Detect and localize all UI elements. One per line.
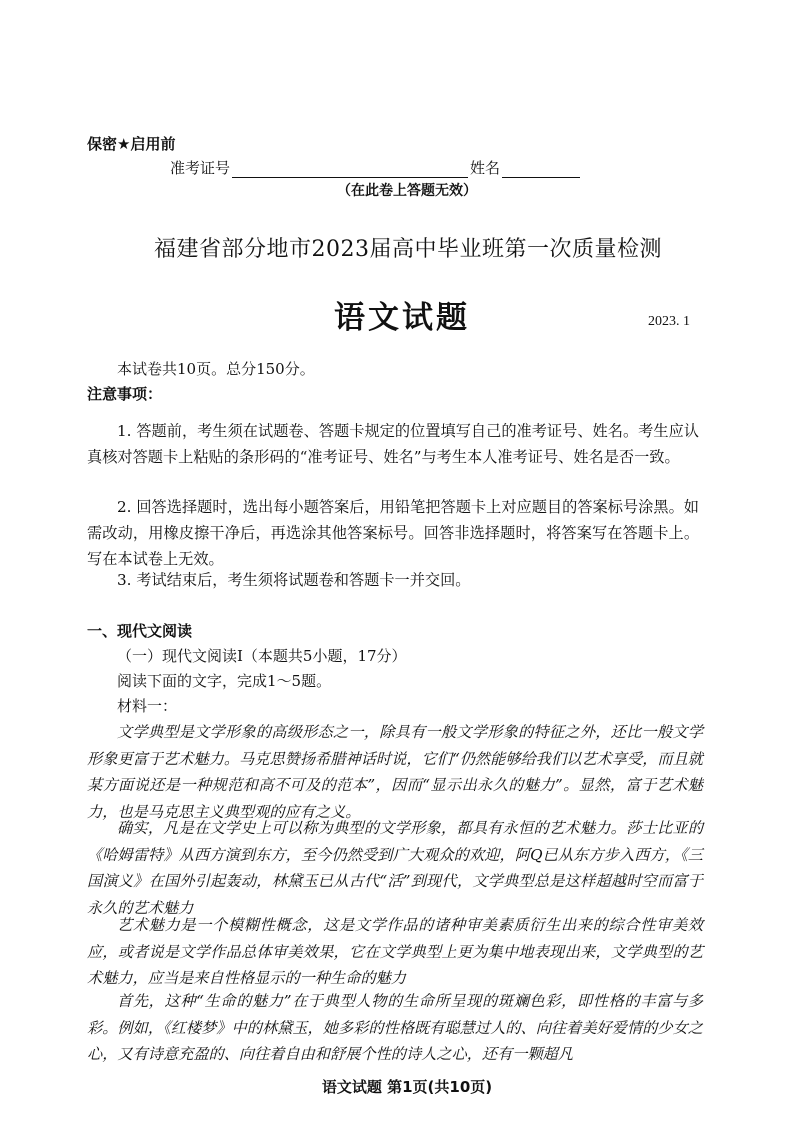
notice-item: 1. 答题前，考生须在试题卷、答题卡规定的位置填写自己的准考证号、姓名。考生应认真核对答题卡上粘贴的条形码的“准考证号、姓名”与考生本人准考证号、姓名是否一致。	[87, 422, 699, 466]
exam-title: 福建省部分地市2023届高中毕业班第一次质量检测	[154, 237, 662, 262]
subject-title: 语文试题	[334, 300, 470, 336]
paper-intro: 本试卷共10页。总分150分。	[117, 360, 315, 378]
notice-item: 2. 回答选择题时，选出每小题答案后，用铅笔把答题卡上对应题目的答案标号涂黑。如需改动，用橡皮擦干净后，再选涂其他答案标号。回答非选择题时，将答案写在答题卡上。写在本试卷上无效。	[87, 498, 699, 568]
page-footer: 语文试题 第1页(共10页)	[321, 1078, 493, 1096]
invalid-answer-note: （在此卷上答题无效）	[337, 183, 477, 199]
material-label: 材料一：	[117, 697, 178, 715]
confidential-label: 保密★启用前	[87, 135, 176, 153]
notice-heading: 注意事项：	[87, 385, 163, 403]
name-field[interactable]	[502, 163, 580, 178]
admission-number-label: 准考证号	[170, 159, 231, 177]
name-label: 姓名	[470, 159, 501, 177]
candidate-info-line	[170, 157, 582, 178]
subsection-title: （一）现代文阅读Ⅰ（本题共5小题，17分）	[117, 647, 407, 665]
exam-date: 2023. 1	[648, 314, 690, 329]
material-paragraph: 确实，凡是在文学史上可以称为典型的文学形象，都具有永恒的艺术魅力。莎士比亚的《哈姆雷特》从西方演到东方，至今仍然受到广大观众的欢迎，阿Q已从东方步入西方，《三国演义》在国外引起轰动，林黛玉已从古代“活”到现代，文学典型总是这样超越时空而富于永久的艺术魅力	[87, 819, 703, 917]
material-paragraph: 首先，这种“生命的魅力”在于典型人物的生命所呈现的斑斓色彩，即性格的丰富与多彩。例如，《红楼梦》中的林黛玉，她多彩的性格既有聪慧过人的、向往着美好爱情的少女之心，又有诗意充盈的、向往着自由和舒展个性的诗人之心，还有一颗超凡	[87, 992, 703, 1063]
material-paragraph: 文学典型是文学形象的高级形态之一，除具有一般文学形象的特征之外，还比一般文学形象更富于艺术魅力。马克思赞扬希腊神话时说，它们“仍然能够给我们以艺术享受，而且就某方面说还是一种规范和高不可及的范本”，因而“显示出永久的魅力”。显然，富于艺术魅力，也是马克思主义典型观的应有之义。	[87, 723, 703, 821]
admission-number-field[interactable]	[232, 163, 468, 178]
notice-item: 3. 考试结束后，考生须将试题卷和答题卡一并交回。	[117, 571, 471, 589]
material-paragraph: 艺术魅力是一个模糊性概念，这是文学作品的诸种审美素质衍生出来的综合性审美效应，或者说是文学作品总体审美效果，它在文学典型上更为集中地表现出来，文学典型的艺术魅力，应当是来自性格显示的一种生命的魅力	[87, 916, 703, 987]
reading-instruction: 阅读下面的文字，完成1～5题。	[117, 672, 332, 690]
section-title: 一、现代文阅读	[87, 622, 193, 640]
